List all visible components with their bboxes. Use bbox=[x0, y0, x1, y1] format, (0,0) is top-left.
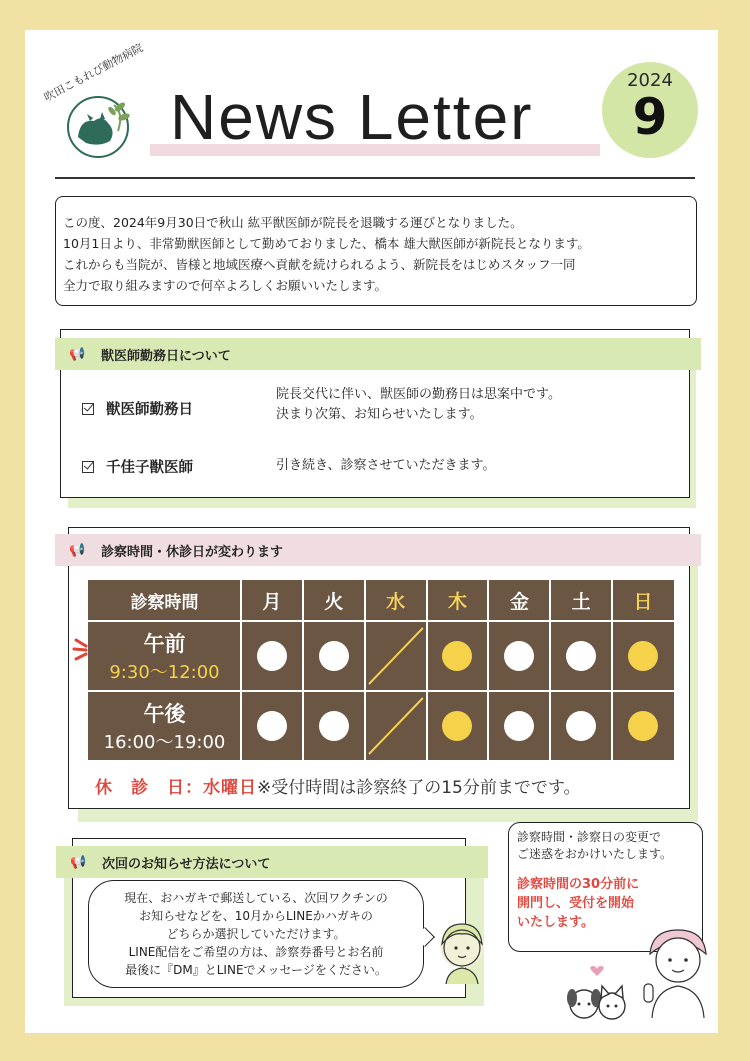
notice-line: どちらか選択していただけます。 bbox=[166, 927, 346, 941]
schedule-cell bbox=[241, 692, 303, 760]
open-changed-dot bbox=[442, 641, 472, 671]
schedule-cell bbox=[365, 622, 427, 690]
duty-section-heading bbox=[55, 338, 701, 370]
issue-date-badge bbox=[602, 62, 698, 158]
closed-slash-icon bbox=[365, 692, 427, 760]
schedule-cell bbox=[550, 622, 612, 690]
reception-note: ※受付時間は診察終了の15分前までです。 bbox=[257, 778, 581, 798]
open-dot bbox=[504, 641, 534, 671]
cat-plant-icon bbox=[60, 85, 140, 165]
schedule-cell bbox=[303, 692, 365, 760]
slot-hours: 9:30〜12:00 bbox=[109, 662, 220, 683]
schedule-cell bbox=[488, 692, 550, 760]
notice-line: 最後に『DM』とLINEでメッセージをください。 bbox=[125, 963, 387, 977]
day-header: 土 bbox=[571, 590, 591, 613]
table-corner: 診察時間 bbox=[130, 592, 199, 613]
schedule-cell bbox=[427, 622, 489, 690]
schedule-cell bbox=[303, 622, 365, 690]
schedule-cell bbox=[612, 692, 674, 760]
notice-section-heading bbox=[56, 846, 488, 878]
schedule-cell bbox=[427, 692, 489, 760]
header-divider bbox=[55, 177, 695, 179]
duty-item-text bbox=[276, 385, 561, 425]
open-dot bbox=[504, 711, 534, 741]
open-dot bbox=[319, 711, 349, 741]
open-dot bbox=[257, 711, 287, 741]
clinic-name: 吹田こもれび動物病院 bbox=[41, 41, 146, 105]
intro-line: これからも当院が、皆様と地域医療へ貢献を続けられるよう、新院長をはじめスタッフ一同 bbox=[63, 257, 576, 272]
dog-cat-icon bbox=[564, 980, 634, 1024]
day-header: 月 bbox=[262, 590, 282, 613]
schedule-cell bbox=[550, 692, 612, 760]
side-note-highlight: いたします。 bbox=[517, 915, 594, 930]
intro-box bbox=[55, 196, 697, 306]
checkbox-icon bbox=[82, 403, 94, 415]
schedule-cell bbox=[365, 692, 427, 760]
side-note-line: 診察時間・診察日の変更で bbox=[517, 830, 662, 844]
notice-heading-text: 次回のお知らせ方法について bbox=[102, 856, 271, 872]
schedule-footnote bbox=[95, 773, 581, 798]
duty-item bbox=[82, 456, 193, 477]
staff-girl-icon bbox=[432, 918, 492, 984]
day-header: 金 bbox=[509, 590, 529, 613]
staff-man-icon bbox=[640, 926, 714, 1018]
open-dot bbox=[566, 711, 596, 741]
side-note-line: ご迷惑をおかけいたします。 bbox=[517, 847, 673, 861]
schedule-cell bbox=[241, 622, 303, 690]
heart-icon bbox=[590, 965, 604, 977]
schedule-section-heading bbox=[55, 534, 701, 566]
notice-line: お知らせなどを、10月からLINEかハガキの bbox=[139, 909, 373, 923]
holiday-label: 休 診 日：水曜日 bbox=[95, 778, 257, 798]
slot-name: 午前 bbox=[143, 632, 186, 656]
duty-item-line: 決まり次第、お知らせいたします。 bbox=[276, 407, 483, 422]
intro-line: 全力で取り組みますので何卒よろしくお願いいたします。 bbox=[63, 278, 388, 293]
notice-line: 現在、おハガキで郵送している、次回ワクチンの bbox=[124, 891, 388, 905]
day-header: 日 bbox=[633, 590, 653, 613]
schedule-cell bbox=[488, 622, 550, 690]
open-changed-dot bbox=[628, 711, 658, 741]
closed-slash-icon bbox=[365, 622, 427, 690]
megaphone-icon: 📢 bbox=[70, 854, 87, 870]
day-header: 木 bbox=[447, 590, 467, 613]
open-changed-dot bbox=[628, 641, 658, 671]
attention-icon bbox=[72, 636, 94, 662]
duty-item-label: 獣医師勤務日 bbox=[106, 402, 193, 418]
newsletter-title: News Letter bbox=[170, 81, 534, 153]
day-header: 水 bbox=[386, 590, 406, 613]
slot-cell bbox=[88, 692, 241, 760]
slot-cell bbox=[88, 622, 241, 690]
slot-hours: 16:00〜19:00 bbox=[103, 732, 226, 753]
open-changed-dot bbox=[442, 711, 472, 741]
issue-month: 9 bbox=[632, 88, 668, 146]
megaphone-icon: 📢 bbox=[69, 542, 86, 558]
megaphone-icon: 📢 bbox=[69, 346, 86, 362]
open-dot bbox=[257, 641, 287, 671]
issue-year: 2024 bbox=[627, 70, 673, 91]
open-dot bbox=[566, 641, 596, 671]
day-header: 火 bbox=[324, 590, 344, 613]
notice-bubble bbox=[88, 880, 424, 988]
checkbox-icon bbox=[82, 461, 94, 473]
intro-line: 10月1日より、非常勤獣医師として勤めておりました、橋本 雄大獣医師が新院長となります。 bbox=[63, 236, 590, 251]
duty-item-line: 引き続き、診察させていただきます。 bbox=[276, 458, 496, 473]
slot-name: 午後 bbox=[143, 702, 186, 726]
schedule-heading-text: 診察時間・休診日が変わります bbox=[101, 544, 284, 560]
schedule-table bbox=[88, 580, 674, 760]
duty-item-line: 院長交代に伴い、獣医師の勤務日は思案中です。 bbox=[276, 387, 561, 402]
notice-line: LINE配信をご希望の方は、診察券番号とお名前 bbox=[128, 945, 384, 959]
side-note-highlight: 診察時間の30分前に bbox=[517, 877, 640, 892]
side-note-highlight: 開門し、受付を開始 bbox=[517, 896, 635, 911]
clinic-logo bbox=[35, 41, 165, 165]
duty-item-label: 千佳子獣医師 bbox=[106, 460, 193, 476]
duty-item bbox=[82, 398, 193, 419]
newsletter-title-block bbox=[150, 81, 600, 160]
open-dot bbox=[319, 641, 349, 671]
intro-line: この度、2024年9月30日で秋山 紘平獣医師が院長を退職する運びとなりました。 bbox=[63, 215, 523, 230]
duty-heading-text: 獣医師勤務日について bbox=[101, 348, 231, 364]
duty-item-text bbox=[276, 456, 495, 476]
schedule-cell bbox=[612, 622, 674, 690]
